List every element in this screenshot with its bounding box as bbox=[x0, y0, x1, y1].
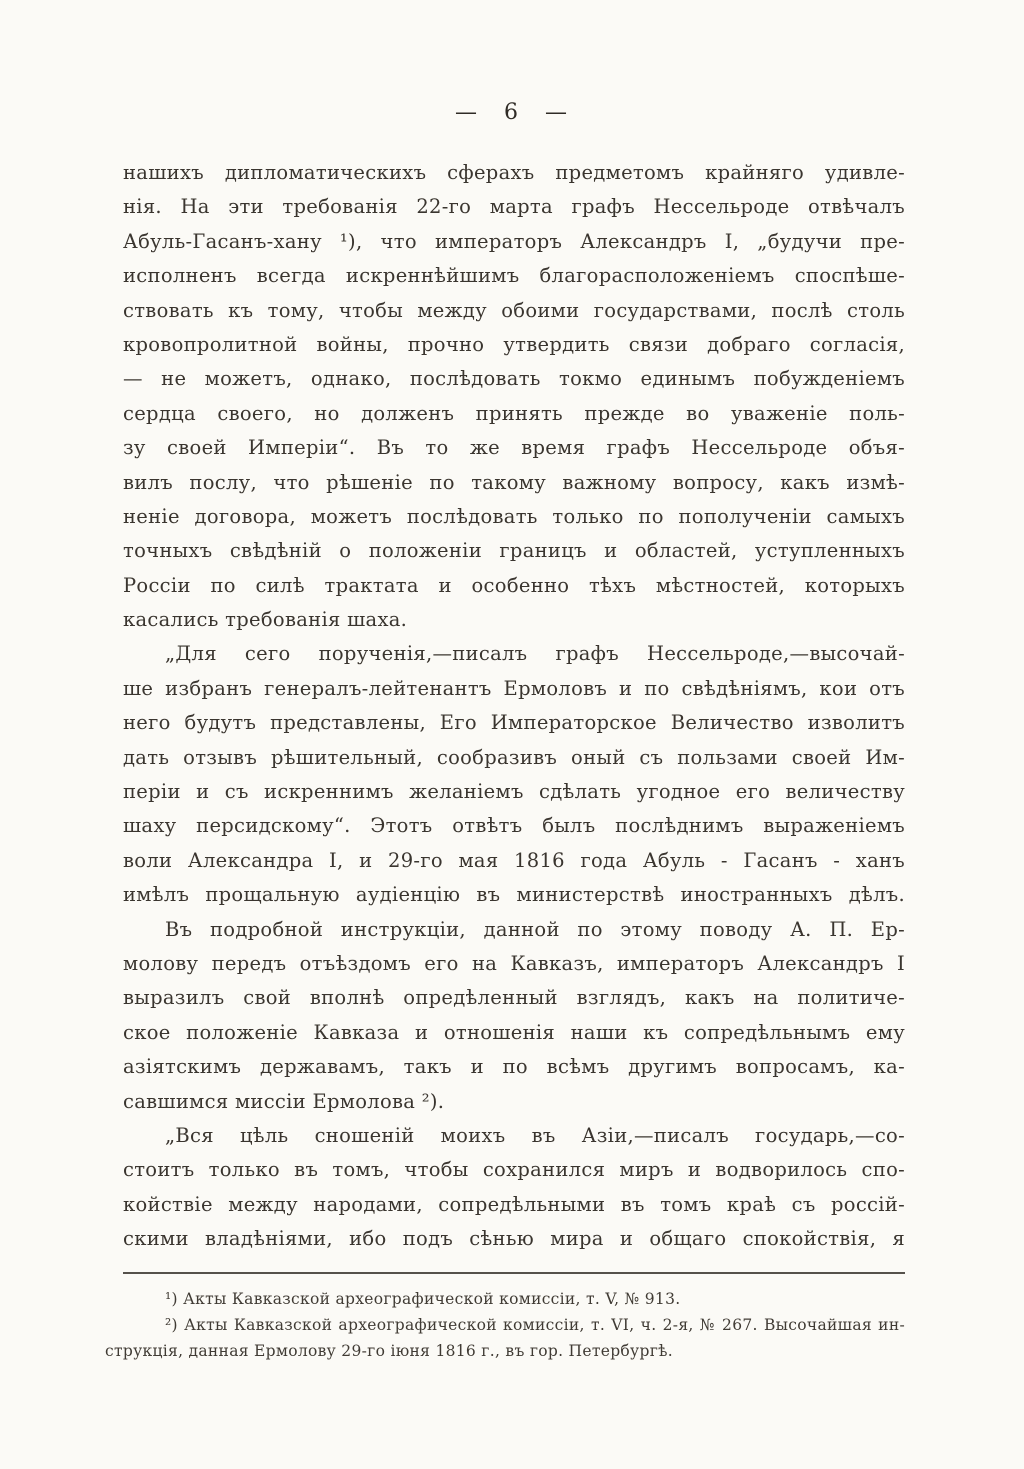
paragraph bbox=[123, 637, 905, 912]
footnotes bbox=[105, 1286, 905, 1364]
text-line: шаху персидскому“. Этотъ отвѣтъ былъ послѣднимъ выраженіемъ bbox=[123, 814, 905, 838]
text-line: періи и съ искреннимъ желаніемъ сдѣлать угодное его величеству bbox=[123, 780, 905, 804]
text-line: нія. На эти требованія 22-го марта графъ Нессельроде отвѣчалъ bbox=[123, 195, 905, 219]
footnote-divider bbox=[123, 1272, 905, 1274]
paragraph bbox=[123, 913, 905, 1119]
page-number-text: — 6 — bbox=[455, 100, 569, 125]
text-line: „Вся цѣль сношеній моихъ въ Азіи,—писалъ государь,—со- bbox=[165, 1123, 905, 1147]
text-line: сердца своего, но долженъ принять прежде во уваженіе поль- bbox=[123, 401, 905, 425]
text-line: молову передъ отъѣздомъ его на Кавказъ, императоръ Александръ I bbox=[123, 951, 905, 975]
text-line: савшимся миссіи Ермолова ²). bbox=[123, 1089, 445, 1113]
text-line: скими владѣніями, ибо подъ сѣнью мира и общаго спокойствія, я bbox=[123, 1227, 905, 1251]
text-line: ское положеніе Кавказа и отношенія наши къ сопредѣльнымъ ему bbox=[123, 1020, 905, 1044]
text-line: зу своей Имперіи“. Въ то же время графъ Нессельроде объя- bbox=[123, 436, 905, 460]
text-line: касались требованія шаха. bbox=[123, 608, 408, 632]
text-line: выразилъ свой вполнѣ опредѣленный взглядъ, какъ на политиче- bbox=[123, 986, 905, 1010]
text-line: ствовать къ тому, чтобы между обоими государствами, послѣ столь bbox=[123, 298, 905, 322]
text-line: нашихъ дипломатическихъ сферахъ предметомъ крайняго удивле- bbox=[123, 161, 905, 184]
text-line: имѣлъ прощальную аудіенцію въ министерствѣ иностранныхъ дѣлъ. bbox=[123, 883, 905, 907]
text-line: азіятскимъ державамъ, такъ и по всѣмъ другимъ вопросамъ, ка- bbox=[123, 1055, 905, 1079]
text-line: „Для сего порученія,—писалъ графъ Нессельроде,—высочай- bbox=[165, 642, 905, 666]
paragraph bbox=[123, 156, 905, 637]
text-line: Россіи по силѣ трактата и особенно тѣхъ мѣстностей, которыхъ bbox=[123, 573, 905, 597]
body-text bbox=[123, 156, 905, 1257]
text-line: неніе договора, можетъ послѣдовать только по пополученіи самыхъ bbox=[123, 504, 905, 528]
text-line: него будутъ представлены, Его Императорское Величество изволитъ bbox=[123, 711, 905, 735]
text-line: Абуль-Гасанъ-хану ¹), что императоръ Александръ I, „будучи пре- bbox=[123, 229, 905, 253]
text-line: — не можетъ, однако, послѣдовать токмо единымъ побужденіемъ bbox=[123, 367, 905, 391]
paragraph bbox=[123, 1119, 905, 1257]
text-line: дать отзывъ рѣшительный, сообразивъ оный съ пользами своей Им- bbox=[123, 745, 905, 769]
footnote-line: ¹) Акты Кавказской археографической комиссіи, т. V, № 913. bbox=[165, 1290, 681, 1308]
text-line: ше избранъ генералъ-лейтенантъ Ермоловъ и по свѣдѣніямъ, кои отъ bbox=[123, 676, 905, 700]
footnote-line: струкція, данная Ермолову 29-го іюня 1816 г., въ гор. Петербургѣ. bbox=[105, 1342, 673, 1360]
text-line: точныхъ свѣдѣній о положеніи границъ и областей, уступленныхъ bbox=[123, 539, 905, 563]
text-line: Въ подробной инструкціи, данной по этому поводу А. П. Ер- bbox=[165, 917, 905, 941]
text-line: койствіе между народами, сопредѣльными въ томъ краѣ съ россій- bbox=[123, 1192, 905, 1216]
text-line: стоитъ только въ томъ, чтобы сохранился миръ и водворилось спо- bbox=[123, 1158, 905, 1182]
text-line: кровопролитной войны, прочно утвердить связи добраго согласія, bbox=[123, 332, 905, 356]
page-number bbox=[0, 100, 1024, 125]
footnote-line: ²) Акты Кавказской археографической комиссіи, т. VI, ч. 2-я, № 267. Высочайшая ин- bbox=[165, 1316, 905, 1334]
text-line: вилъ послу, что рѣшеніе по такому важному вопросу, какъ измѣ- bbox=[123, 470, 905, 494]
text-line: воли Александра I, и 29-го мая 1816 года Абуль - Гасанъ - ханъ bbox=[123, 848, 905, 872]
text-line: исполненъ всегда искреннѣйшимъ благорасположеніемъ споспѣше- bbox=[123, 264, 905, 288]
